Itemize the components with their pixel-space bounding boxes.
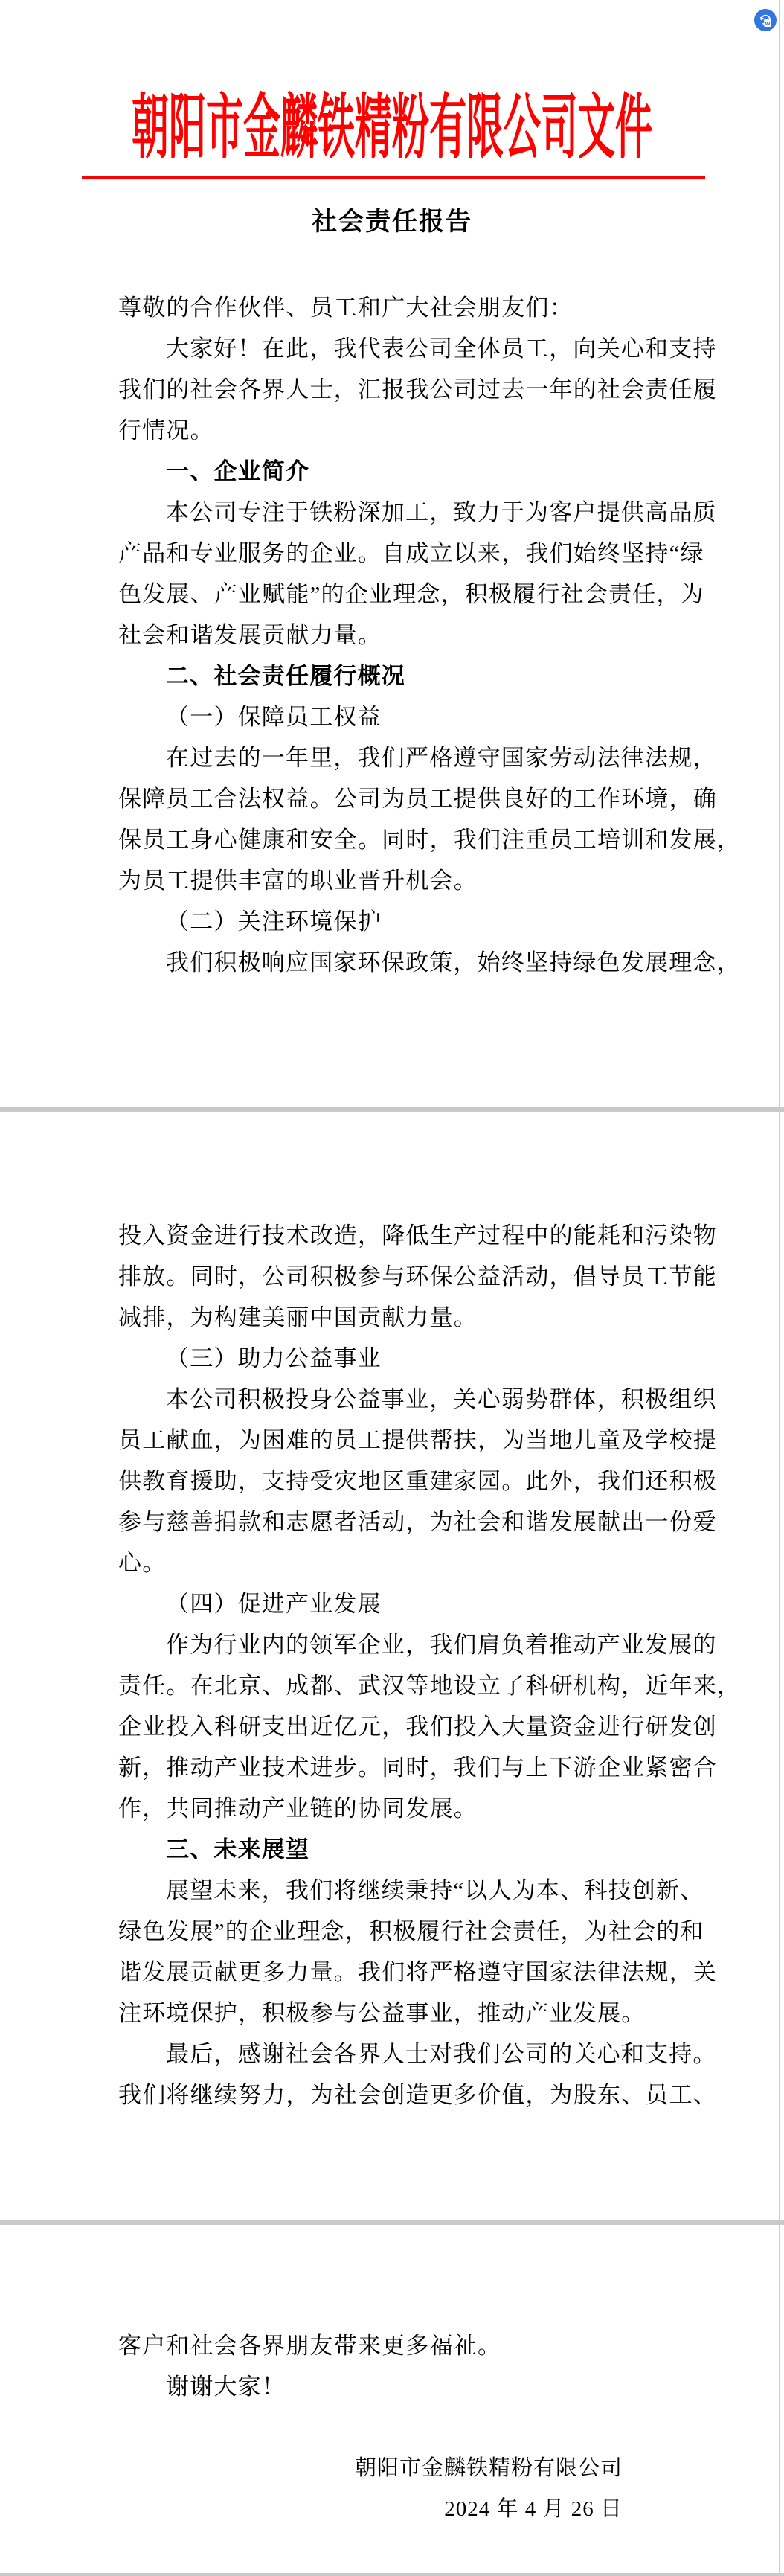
section-heading: 二、社会责任履行概况 <box>166 663 405 689</box>
report-title: 社会责任报告 <box>312 208 472 236</box>
header-divider-line <box>82 176 705 179</box>
text-line: 本公司积极投身公益事业，关心弱势群体，积极组织 <box>166 1386 717 1412</box>
text-line: 产品和专业服务的企业。自成立以来，我们始终坚持“绿 <box>118 540 704 566</box>
text-line: 注环境保护，积极参与公益事业，推动产业发展。 <box>118 2000 646 2026</box>
text-line: 大家好！在此，我代表公司全体员工，向关心和支持 <box>166 336 717 362</box>
text-line: 本公司专注于铁粉深加工，致力于为客户提供高品质 <box>166 499 717 525</box>
text-line: 绿色发展”的企业理念，积极履行社会责任，为社会的和 <box>118 1918 704 1944</box>
text-line: 保障员工合法权益。公司为员工提供良好的工作环境，确 <box>118 786 717 812</box>
text-line: 谐发展贡献更多力量。我们将严格遵守国家法律法规，关 <box>118 1959 717 1985</box>
sub-heading: （三）助力公益事业 <box>166 1345 382 1371</box>
text-line: 企业投入科研支出近亿元，我们投入大量资金进行研发创 <box>118 1714 717 1740</box>
text-line: 参与慈善捐款和志愿者活动，为社会和谐发展献出一份爱 <box>118 1509 717 1535</box>
text-line: 心。 <box>118 1550 167 1576</box>
text-line: 供教育援助，支持受灾地区重建家园。此外，我们还积极 <box>118 1468 717 1494</box>
svg-text:w: w <box>765 19 771 27</box>
text-line: 作为行业内的领军企业，我们肩负着推动产业发展的 <box>166 1632 717 1658</box>
text-line: 最后，感谢社会各界人士对我们公司的关心和支持。 <box>166 2041 717 2067</box>
page-3 <box>0 2225 784 2573</box>
text-line: 保员工身心健康和安全。同时，我们注重员工培训和发展， <box>118 827 742 853</box>
section-heading: 一、企业简介 <box>166 458 310 484</box>
signature-date: 2024 年 4 月 26 日 <box>444 2497 623 2521</box>
text-line: 行情况。 <box>118 417 214 443</box>
text-line: 社会和谐发展贡献力量。 <box>118 622 382 648</box>
blank-line <box>118 2407 673 2448</box>
text-line: 投入资金进行技术改造，降低生产过程中的能耗和污染物 <box>118 1223 717 1249</box>
text-line: 在过去的一年里，我们严格遵守国家劳动法律法规， <box>166 745 717 771</box>
signature-company: 朝阳市金麟铁精粉有限公司 <box>354 2456 623 2480</box>
word-convert-icon <box>758 13 773 28</box>
text-line: 我们积极响应国家环保政策，始终坚持绿色发展理念， <box>166 949 741 975</box>
text-line: 我们将继续努力，为社会创造更多价值，为股东、员工、 <box>118 2082 717 2108</box>
text-line: 为员工提供丰富的职业晋升机会。 <box>118 868 478 894</box>
section-heading: 三、未来展望 <box>166 1836 310 1862</box>
page-2 <box>0 1112 784 2220</box>
page-1 <box>0 0 784 1107</box>
document-header-title: 朝阳市金麟铁精粉有限公司文件 <box>132 87 652 167</box>
text-line: 展望未来，我们将继续秉持“以人为本、科技创新、 <box>166 1877 704 1903</box>
text-line: 责任。在北京、成都、武汉等地设立了科研机构，近年来， <box>118 1673 742 1699</box>
page-gap <box>0 2573 784 2576</box>
text-line: 新，推动产业技术进步。同时，我们与上下游企业紧密合 <box>118 1755 717 1781</box>
text-line: 作，共同推动产业链的协同发展。 <box>118 1795 478 1822</box>
sub-heading: （二）关注环境保护 <box>166 909 382 935</box>
text-line: 客户和社会各界朋友带来更多福祉。 <box>118 2333 502 2359</box>
viewport-right-border <box>779 0 780 2576</box>
text-line: 色发展、产业赋能”的企业理念，积极履行社会责任，为 <box>118 581 704 607</box>
convert-to-word-button[interactable] <box>754 9 777 31</box>
text-line: 尊敬的合作伙伴、员工和广大社会朋友们： <box>118 295 573 321</box>
page-2-body <box>118 1215 742 2115</box>
sub-heading: （四）促进产业发展 <box>166 1591 382 1617</box>
page-3-body <box>118 2325 673 2530</box>
text-line: 员工献血，为困难的员工提供帮扶，为当地儿童及学校提 <box>118 1427 717 1453</box>
text-line: 谢谢大家！ <box>166 2374 286 2400</box>
sub-heading: （一）保障员工权益 <box>166 704 382 730</box>
text-line: 排放。同时，公司积极参与环保公益活动，倡导员工节能 <box>118 1263 717 1289</box>
text-line: 减排，为构建美丽中国贡献力量。 <box>118 1304 478 1330</box>
text-line: 我们的社会各界人士，汇报我公司过去一年的社会责任履 <box>118 377 717 403</box>
page-1-body <box>118 287 742 983</box>
